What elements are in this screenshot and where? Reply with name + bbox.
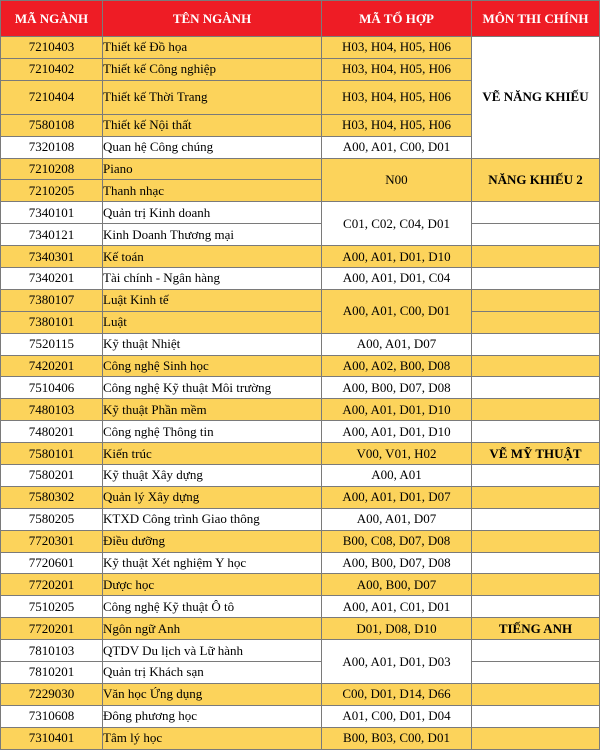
major-name-cell: Kỹ thuật Phần mềm (103, 399, 322, 421)
main-exam-subject-cell (472, 224, 600, 246)
major-name-cell: Công nghệ Thông tin (103, 421, 322, 443)
table-row (1, 202, 600, 224)
major-code-cell: 7580108 (1, 114, 103, 136)
combination-code-cell: A00, A01, C00, D01 (322, 136, 472, 158)
combination-code-cell: A01, C00, D01, D04 (322, 705, 472, 727)
major-name-cell: Kiến trúc (103, 443, 322, 465)
combination-code-cell: A00, B00, D07, D08 (322, 552, 472, 574)
major-code-cell: 7210205 (1, 180, 103, 202)
major-name-cell: Quản trị Kinh doanh (103, 202, 322, 224)
main-exam-subject-cell (472, 640, 600, 662)
main-exam-subject-cell (472, 333, 600, 355)
major-name-cell: Ngôn ngữ Anh (103, 618, 322, 640)
table-row (1, 355, 600, 377)
table-row (1, 727, 600, 749)
table-row (1, 399, 600, 421)
main-exam-subject-cell (472, 727, 600, 749)
major-name-cell: Kế toán (103, 246, 322, 268)
major-name-cell: Thiết kế Đồ họa (103, 37, 322, 59)
major-name-cell: Công nghệ Kỹ thuật Ô tô (103, 596, 322, 618)
combination-code-cell: B00, C08, D07, D08 (322, 530, 472, 552)
major-code-cell: 7720201 (1, 618, 103, 640)
combination-code-cell: A00, B00, D07, D08 (322, 377, 472, 399)
major-name-cell: Thanh nhạc (103, 180, 322, 202)
major-code-cell: 7340201 (1, 268, 103, 290)
major-code-cell: 7420201 (1, 355, 103, 377)
combination-code-cell: A00, A01, C01, D01 (322, 596, 472, 618)
combination-code-cell: A00, A01, D01, D03 (322, 640, 472, 684)
header-combination-code: MÃ TỔ HỢP (322, 1, 472, 37)
table-row (1, 552, 600, 574)
main-exam-subject-cell (472, 311, 600, 333)
table-row (1, 246, 600, 268)
table-row (1, 289, 600, 311)
major-name-cell: Quản lý Xây dựng (103, 486, 322, 508)
major-code-cell: 7580101 (1, 443, 103, 465)
major-code-cell: 7320108 (1, 136, 103, 158)
major-code-cell: 7580201 (1, 465, 103, 487)
main-exam-subject-cell (472, 596, 600, 618)
header-main-exam-subject: MÔN THI CHÍNH (472, 1, 600, 37)
major-name-cell: Kỹ thuật Nhiệt (103, 333, 322, 355)
table-row (1, 268, 600, 290)
main-exam-subject-cell (472, 377, 600, 399)
major-name-cell: Piano (103, 158, 322, 180)
major-name-cell: Điều dưỡng (103, 530, 322, 552)
combination-code-cell: V00, V01, H02 (322, 443, 472, 465)
main-exam-subject-cell (472, 289, 600, 311)
major-code-cell: 7380101 (1, 311, 103, 333)
table-row (1, 683, 600, 705)
main-exam-subject-cell (472, 486, 600, 508)
major-name-cell: Luật (103, 311, 322, 333)
major-name-cell: Kỹ thuật Xét nghiệm Y học (103, 552, 322, 574)
table-row (1, 465, 600, 487)
major-name-cell: Thiết kế Nội thất (103, 114, 322, 136)
major-code-cell: 7310608 (1, 705, 103, 727)
major-code-cell: 7810103 (1, 640, 103, 662)
table-row (1, 596, 600, 618)
combination-code-cell: A00, A01, D07 (322, 508, 472, 530)
major-name-cell: Công nghệ Sinh học (103, 355, 322, 377)
main-exam-subject-cell (472, 399, 600, 421)
main-exam-subject-cell (472, 421, 600, 443)
main-exam-subject-cell (472, 355, 600, 377)
main-exam-subject-cell (472, 683, 600, 705)
main-exam-subject-cell (472, 508, 600, 530)
table-row (1, 640, 600, 662)
combination-code-cell: A00, A01, D01, D07 (322, 486, 472, 508)
combination-code-cell: C00, D01, D14, D66 (322, 683, 472, 705)
combination-code-cell: D01, D08, D10 (322, 618, 472, 640)
header-major-name: TÊN NGÀNH (103, 1, 322, 37)
combination-code-cell: C01, C02, C04, D01 (322, 202, 472, 246)
major-code-cell: 7210402 (1, 58, 103, 80)
main-exam-subject-cell (472, 705, 600, 727)
combination-code-cell: A00, A01, D01, D10 (322, 421, 472, 443)
major-code-cell: 7580205 (1, 508, 103, 530)
main-exam-subject-cell: VẼ NĂNG KHIẾU (472, 37, 600, 159)
major-name-cell: Luật Kinh tế (103, 289, 322, 311)
major-code-cell: 7520115 (1, 333, 103, 355)
combination-code-cell: H03, H04, H05, H06 (322, 37, 472, 59)
header-row (1, 1, 600, 37)
table-row (1, 530, 600, 552)
table-row (1, 662, 600, 684)
table-row (1, 224, 600, 246)
major-name-cell: Kinh Doanh Thương mại (103, 224, 322, 246)
combination-code-cell: A00, A01, C00, D01 (322, 289, 472, 333)
combination-code-cell: H03, H04, H05, H06 (322, 58, 472, 80)
main-exam-subject-cell (472, 574, 600, 596)
major-name-cell: Kỹ thuật Xây dựng (103, 465, 322, 487)
table-row (1, 705, 600, 727)
major-code-cell: 7210403 (1, 37, 103, 59)
table-header (1, 1, 600, 37)
table-row (1, 508, 600, 530)
combination-code-cell: A00, A01, D07 (322, 333, 472, 355)
main-exam-subject-cell: VẼ MỸ THUẬT (472, 443, 600, 465)
combination-code-cell: A00, A01, D01, D10 (322, 246, 472, 268)
table-row (1, 618, 600, 640)
combination-code-cell: H03, H04, H05, H06 (322, 114, 472, 136)
table-row (1, 421, 600, 443)
major-code-cell: 7340301 (1, 246, 103, 268)
main-exam-subject-cell (472, 268, 600, 290)
major-name-cell: Công nghệ Kỹ thuật Môi trường (103, 377, 322, 399)
major-code-cell: 7510205 (1, 596, 103, 618)
major-code-cell: 7720301 (1, 530, 103, 552)
table-row (1, 37, 600, 59)
major-code-cell: 7340121 (1, 224, 103, 246)
major-code-cell: 7380107 (1, 289, 103, 311)
major-code-cell: 7310401 (1, 727, 103, 749)
major-name-cell: Đông phương học (103, 705, 322, 727)
table-row (1, 377, 600, 399)
table-row (1, 158, 600, 180)
table-row (1, 333, 600, 355)
combination-code-cell: A00, A01, D01, C04 (322, 268, 472, 290)
combination-code-cell: A00, B00, D07 (322, 574, 472, 596)
table-row (1, 311, 600, 333)
table-row (1, 486, 600, 508)
combination-code-cell: A00, A02, B00, D08 (322, 355, 472, 377)
combination-code-cell: A00, A01 (322, 465, 472, 487)
major-name-cell: Quan hệ Công chúng (103, 136, 322, 158)
main-exam-subject-cell (472, 552, 600, 574)
major-code-cell: 7210404 (1, 80, 103, 114)
major-name-cell: Tài chính - Ngân hàng (103, 268, 322, 290)
major-code-cell: 7510406 (1, 377, 103, 399)
major-name-cell: Tâm lý học (103, 727, 322, 749)
major-code-cell: 7580302 (1, 486, 103, 508)
major-name-cell: Thiết kế Công nghiệp (103, 58, 322, 80)
main-exam-subject-cell (472, 246, 600, 268)
combination-code-cell: N00 (322, 158, 472, 202)
header-major-code: MÃ NGÀNH (1, 1, 103, 37)
major-code-cell: 7210208 (1, 158, 103, 180)
combination-code-cell: A00, A01, D01, D10 (322, 399, 472, 421)
major-code-cell: 7480201 (1, 421, 103, 443)
main-exam-subject-cell (472, 662, 600, 684)
major-name-cell: KTXD Công trình Giao thông (103, 508, 322, 530)
major-code-cell: 7810201 (1, 662, 103, 684)
main-exam-subject-cell (472, 530, 600, 552)
table-row (1, 574, 600, 596)
main-exam-subject-cell (472, 465, 600, 487)
major-name-cell: QTDV Du lịch và Lữ hành (103, 640, 322, 662)
table-body (1, 37, 600, 750)
major-name-cell: Văn học Ứng dụng (103, 683, 322, 705)
combination-code-cell: H03, H04, H05, H06 (322, 80, 472, 114)
table-row (1, 443, 600, 465)
major-code-cell: 7340101 (1, 202, 103, 224)
major-code-cell: 7229030 (1, 683, 103, 705)
main-exam-subject-cell: NĂNG KHIẾU 2 (472, 158, 600, 202)
major-code-cell: 7720201 (1, 574, 103, 596)
combination-code-cell: B00, B03, C00, D01 (322, 727, 472, 749)
main-exam-subject-cell: TIẾNG ANH (472, 618, 600, 640)
major-name-cell: Dược học (103, 574, 322, 596)
major-name-cell: Thiết kế Thời Trang (103, 80, 322, 114)
main-exam-subject-cell (472, 202, 600, 224)
major-name-cell: Quản trị Khách sạn (103, 662, 322, 684)
major-code-cell: 7480103 (1, 399, 103, 421)
major-code-cell: 7720601 (1, 552, 103, 574)
